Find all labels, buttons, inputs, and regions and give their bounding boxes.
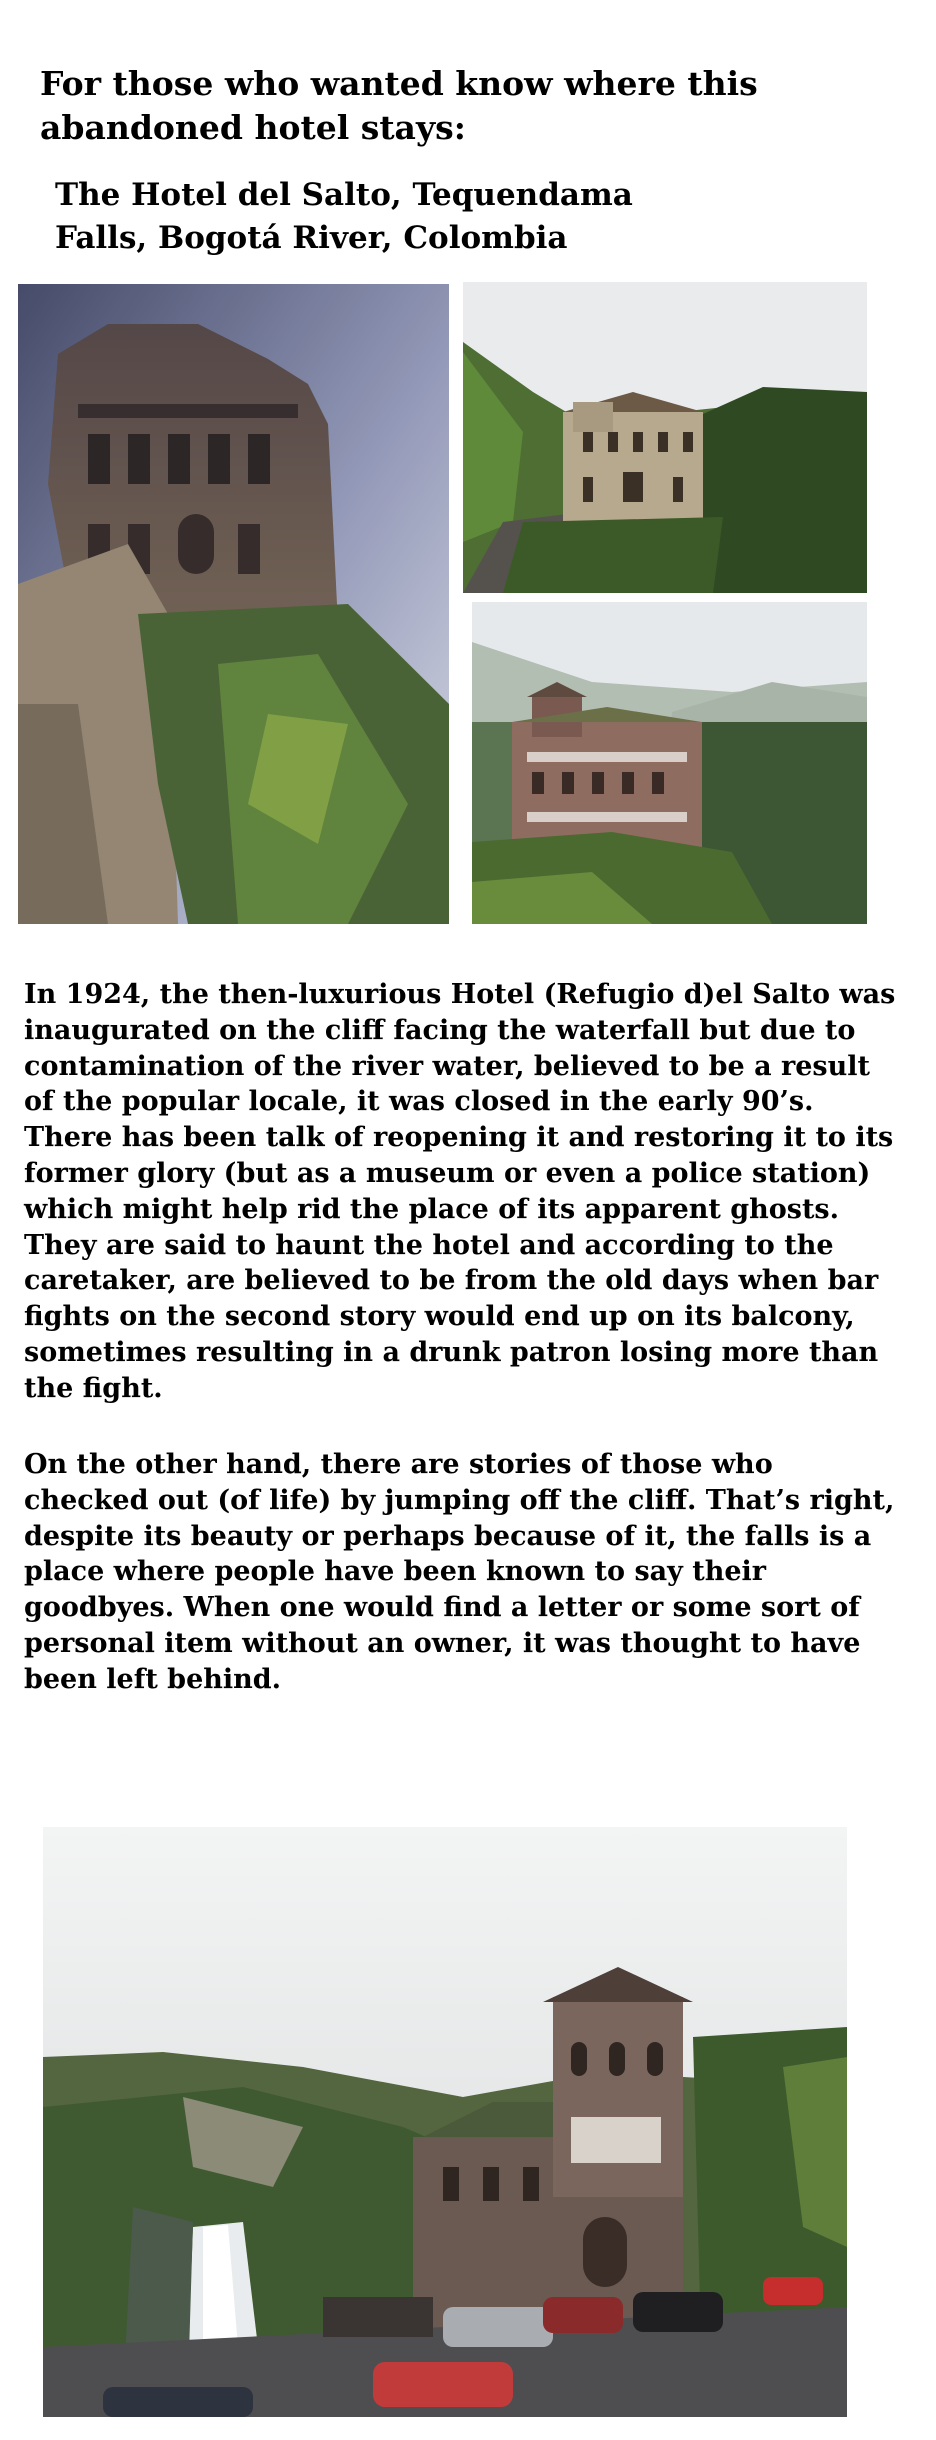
paragraph-line: contamination of the river water, believed to be a result (24, 1050, 870, 1082)
hotel-cliff-photo (18, 284, 449, 924)
hotel-mountain-photo (463, 282, 867, 593)
paragraph-line: checked out (of life) by jumping off the cliff. That’s right, (24, 1484, 895, 1516)
paragraph-line: been left behind. (24, 1663, 282, 1695)
paragraph-line: which might help rid the place of its apparent ghosts. (24, 1193, 840, 1225)
hotel-misty-hills-photo (472, 602, 867, 924)
paragraph-line: of the popular locale, it was closed in the early 90’s. (24, 1086, 814, 1118)
paragraph-line: On the other hand, there are stories of those who (24, 1449, 773, 1480)
paragraph-line: former glory (but as a museum or even a police station) (24, 1157, 871, 1189)
page-title (40, 62, 900, 150)
paragraph-line: caretaker, are believed to be from the old days when bar (24, 1265, 879, 1297)
paragraph-line: fights on the second story would end up on its balcony, (24, 1301, 855, 1333)
paragraph-line: inaugurated on the cliff facing the waterfall but due to (24, 1014, 856, 1046)
paragraph-line: despite its beauty or perhaps because of it, the falls is a (24, 1520, 872, 1552)
hotel-waterfall-photo (43, 1827, 847, 2417)
location-line: Falls, Bogotá River, Colombia (55, 220, 568, 256)
paragraph-line: In 1924, the then-luxurious Hotel (Refugio d)el Salto was (24, 979, 896, 1010)
article-paragraph-1 (24, 977, 924, 1407)
paragraph-line: sometimes resulting in a drunk patron losing more than (24, 1336, 879, 1368)
paragraph-line: They are said to haunt the hotel and according to the (24, 1229, 834, 1261)
location-heading (55, 174, 915, 260)
paragraph-line: the fight. (24, 1372, 163, 1404)
title-line: For those who wanted know where this (40, 64, 758, 103)
paragraph-line: There has been talk of reopening it and restoring it to its (24, 1122, 894, 1154)
article-paragraph-2 (24, 1447, 924, 1698)
paragraph-line: place where people have been known to say their (24, 1556, 766, 1588)
title-line: abandoned hotel stays: (40, 108, 466, 147)
paragraph-line: personal item without an owner, it was thought to have (24, 1627, 861, 1659)
location-line: The Hotel del Salto, Tequendama (55, 177, 633, 213)
paragraph-line: goodbyes. When one would find a letter or some sort of (24, 1592, 860, 1624)
